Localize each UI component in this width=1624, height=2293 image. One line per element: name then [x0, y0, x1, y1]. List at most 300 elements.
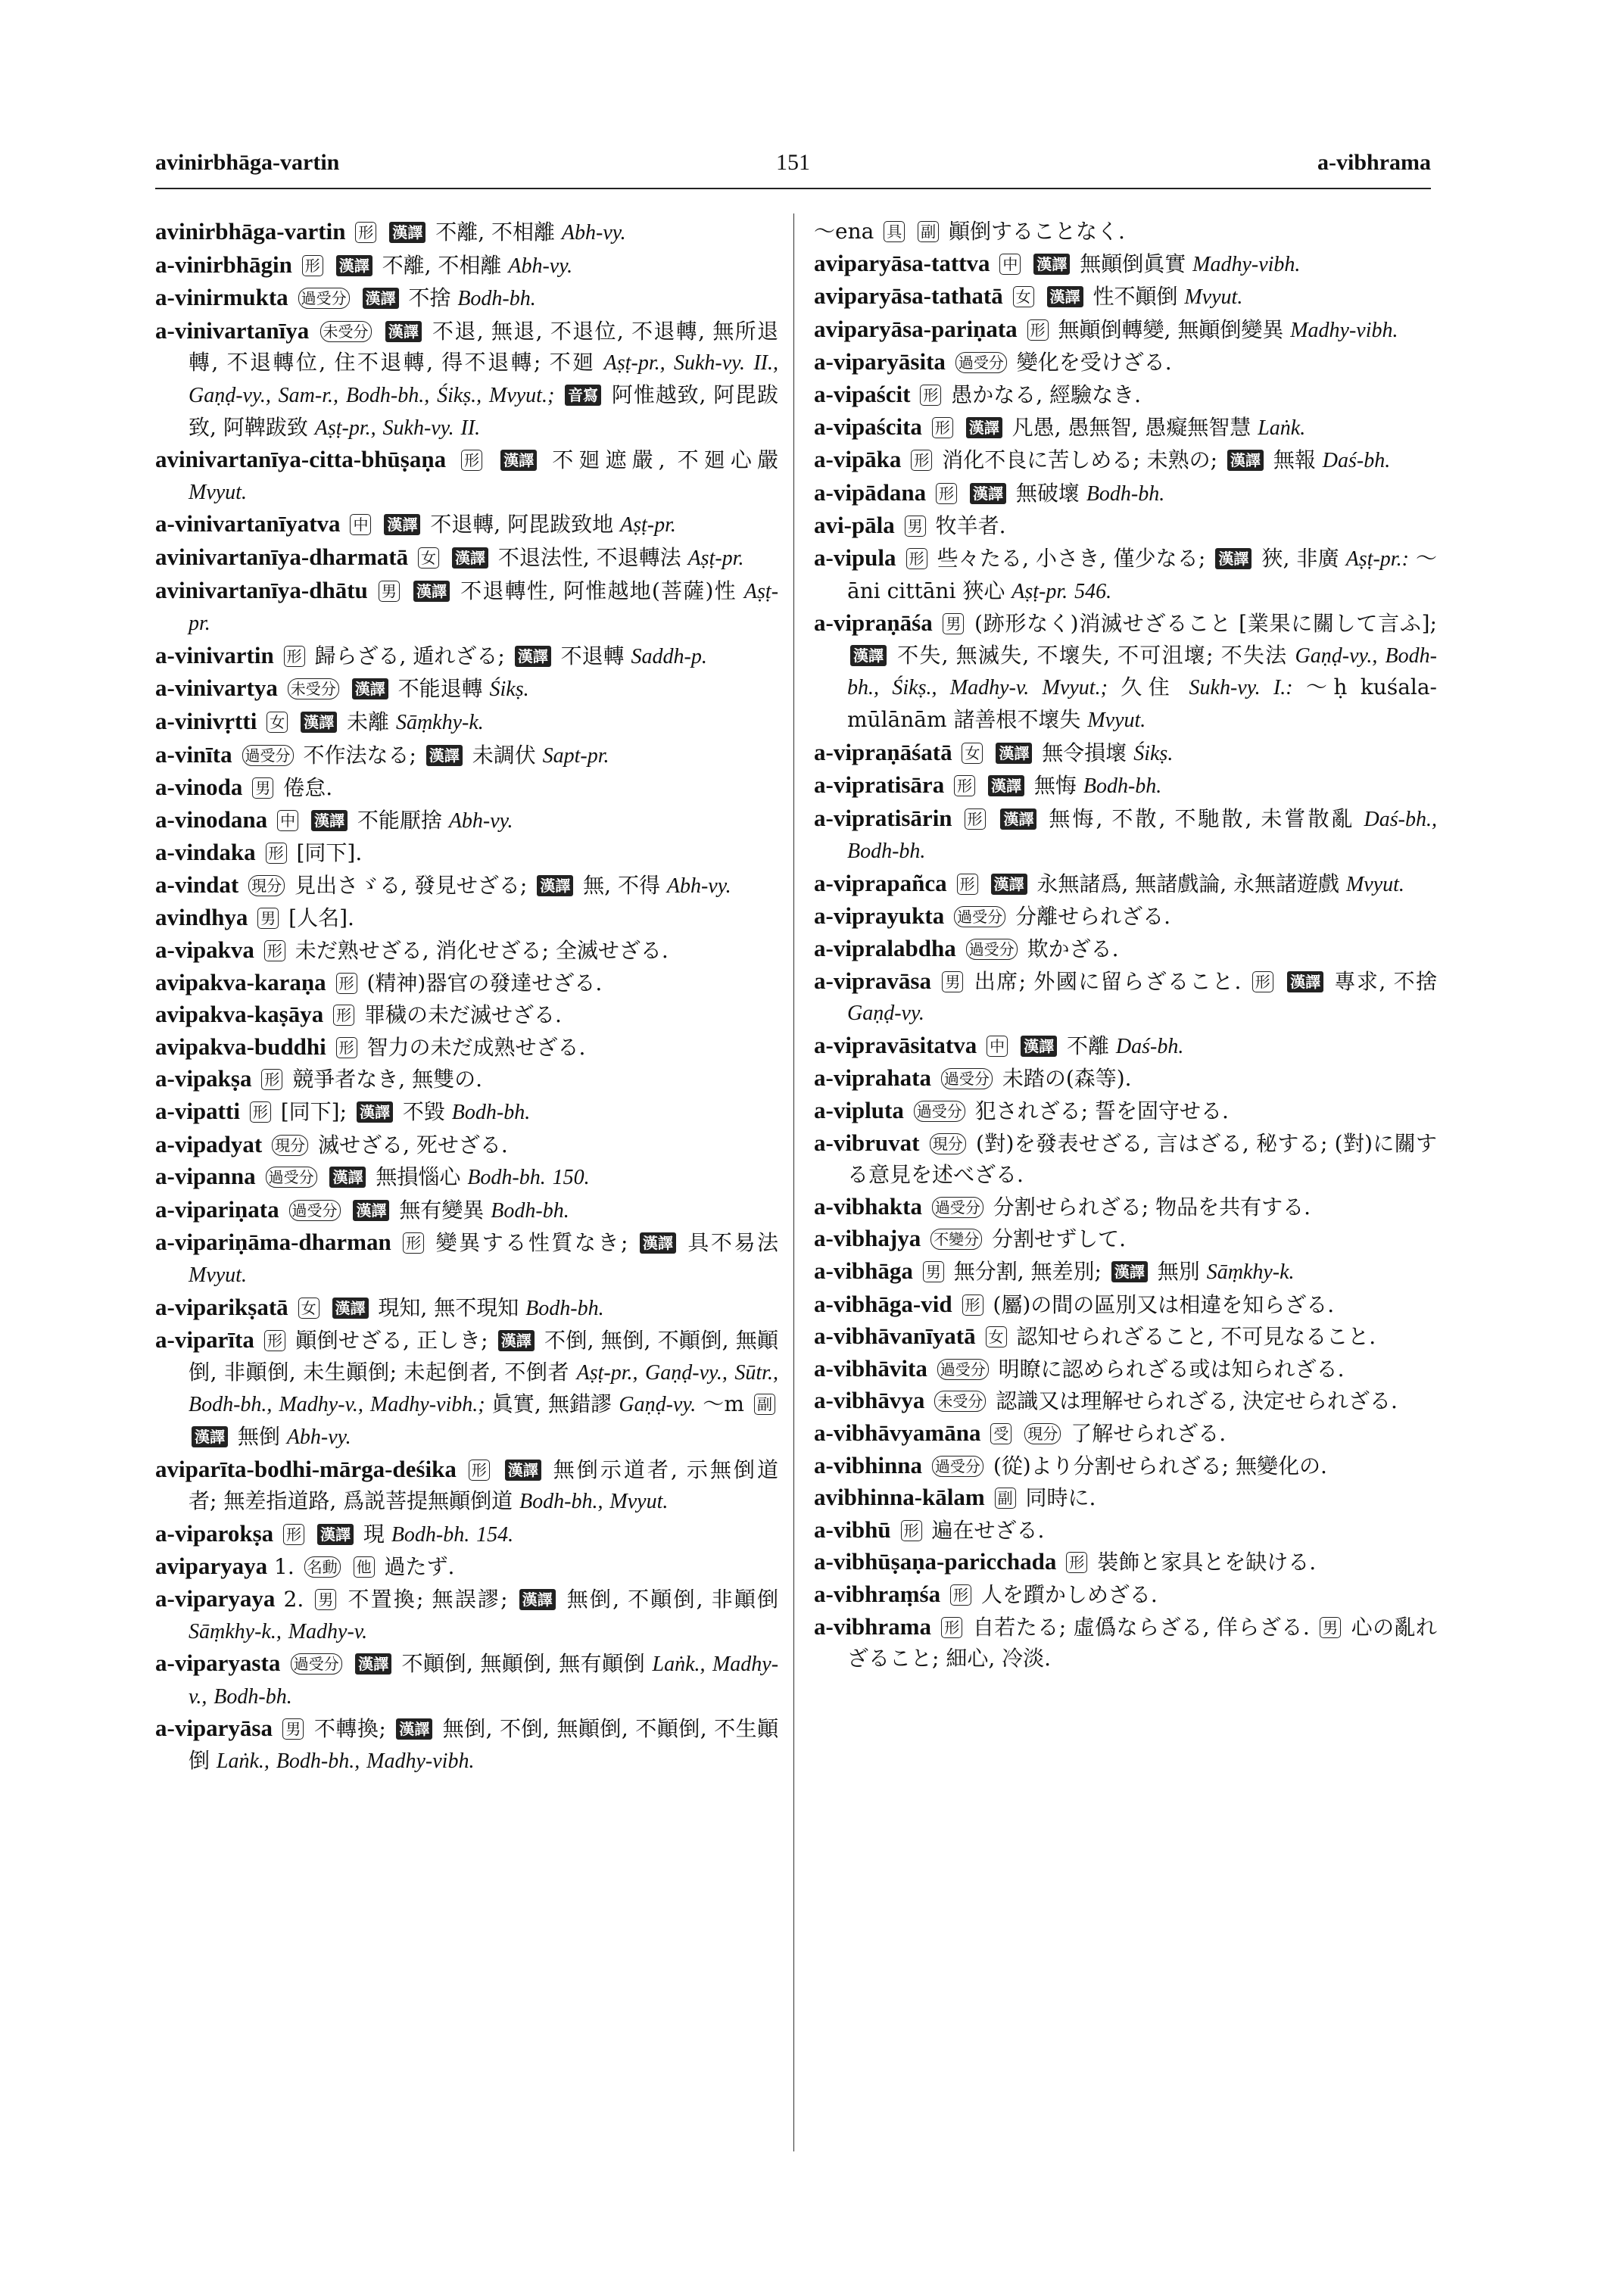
dictionary-entry — [155, 1647, 778, 1712]
grammar-label: 形 — [284, 646, 305, 667]
grammar-label: 形 — [957, 874, 978, 895]
entry-headword: a-vibhinna — [814, 1451, 923, 1478]
entry-definition: 現分 滅せざる, 死せざる. — [262, 1132, 508, 1157]
grammar-label: 形 — [911, 450, 932, 471]
grammar-label: 男 — [923, 1261, 944, 1282]
entry-definition: 形 未だ熟せざる, 消化せざる; 全滅せざる. — [254, 938, 669, 963]
entry-definition: 形 自若たる; 虛僞ならざる, 佯らざる. 男 心の亂れざること; 細心, 冷淡. — [847, 1614, 1438, 1671]
left-column — [155, 216, 778, 1777]
dictionary-entry — [155, 315, 778, 444]
grammar-label: 漢譯 — [1287, 971, 1323, 992]
entry-definition: 形 變異する性質なき; 漢譯 具不易法 Mvyut. — [189, 1230, 778, 1287]
grammar-label: 漢譯 — [355, 1653, 391, 1675]
grammar-label: 形 — [965, 808, 986, 830]
grammar-label: 男 — [905, 516, 926, 537]
dictionary-entry — [814, 1030, 1437, 1063]
dictionary-entry — [814, 1481, 1437, 1514]
grammar-label: 形 — [283, 1524, 304, 1545]
dictionary-entry — [155, 869, 778, 902]
dictionary-entry — [814, 509, 1437, 542]
grammar-label: 形 — [954, 775, 975, 796]
grammar-label: 過受分 — [266, 1167, 317, 1188]
entry-definition: 形 (精神)器官の發達せざる. — [326, 970, 603, 995]
grammar-label: 形 — [962, 1294, 983, 1316]
grammar-label: 女 — [1013, 286, 1034, 307]
entry-headword: a-viparokṣa — [155, 1519, 274, 1547]
grammar-label: 中 — [277, 810, 298, 831]
entry-definition: 形 罪穢の未だ滅せざる. — [323, 1002, 562, 1027]
entry-definition: 未受分 認識又は理解せられざる, 決定せられざる. — [924, 1388, 1398, 1413]
grammar-label: 漢譯 — [519, 1589, 556, 1610]
entry-definition: 2. 男 不置換; 無誤謬; 漢譯 無倒, 不顚倒, 非顚倒 Sāṃkhy-k., Madhy-v. — [189, 1586, 779, 1643]
grammar-label: 漢譯 — [500, 450, 537, 471]
entry-headword: a-vipakva — [155, 936, 254, 964]
grammar-label: 漢譯 — [317, 1524, 354, 1545]
grammar-label: 形 — [950, 1584, 971, 1606]
right-running-head: a-vibhrama — [1317, 150, 1431, 175]
grammar-label: 過受分 — [291, 1653, 342, 1675]
grammar-label: 中 — [350, 514, 371, 535]
entry-definition: 女 認知せられざること, 不可見なること. — [976, 1324, 1376, 1349]
grammar-label: 過受分 — [298, 288, 350, 309]
entry-headword: a-vibhāga — [814, 1257, 913, 1284]
entry-definition: 受 現分 了解せられざる. — [980, 1421, 1226, 1446]
dictionary-entry — [155, 1550, 778, 1583]
entry-headword: a-vipravāsitatva — [814, 1031, 977, 1058]
grammar-label: 漢譯 — [192, 1426, 228, 1447]
entry-headword: avindhya — [155, 904, 248, 931]
grammar-label: 過受分 — [941, 1068, 993, 1089]
dictionary-entry — [155, 1063, 778, 1095]
entry-headword: a-vibhāvyamāna — [814, 1419, 981, 1446]
entry-definition: 形 智力の未だ成熟せざる. — [326, 1035, 586, 1060]
entry-headword: a-viparīta — [155, 1326, 254, 1354]
dictionary-entry — [155, 934, 778, 967]
entry-definition: 形 漢譯 無悔, 不散, 不馳散, 未嘗散亂 Daś-bh., Bodh-bh. — [847, 805, 1437, 864]
entry-headword: avi-pāla — [814, 512, 895, 539]
entry-headword: a-vipakṣa — [155, 1065, 252, 1092]
entry-headword: a-vipanna — [155, 1163, 256, 1190]
entry-headword: a-viprahata — [814, 1064, 931, 1092]
grammar-label: 漢譯 — [1215, 548, 1252, 569]
dictionary-entry — [155, 1324, 778, 1453]
grammar-label: 形 — [1027, 319, 1049, 341]
entry-headword: a-vibhūṣaṇa-paricchada — [814, 1548, 1057, 1575]
entry-headword: a-vipaścita — [814, 413, 922, 440]
entry-definition: 形 裝飾と家具とを缺ける. — [1056, 1550, 1316, 1575]
entry-headword: a-viparikṣatā — [155, 1293, 288, 1320]
entry-definition: 過受分 漢譯 無有變異 Bodh-bh. — [279, 1198, 569, 1223]
dictionary-entry — [155, 1226, 778, 1291]
grammar-label: 副 — [754, 1394, 775, 1415]
grammar-label: 漢譯 — [1047, 286, 1083, 307]
dictionary-entry — [155, 508, 778, 541]
grammar-label: 男 — [252, 777, 273, 799]
grammar-label: 名動 — [304, 1556, 341, 1578]
entry-headword: avinivartanīya-dharmatā — [155, 543, 409, 570]
entry-headword: a-vinivṛtti — [155, 707, 257, 734]
entry-definition: 形 [同下]; 漢譯 不毀 Bodh-bh. — [240, 1099, 530, 1124]
grammar-label: 形 — [250, 1101, 271, 1123]
entry-headword: a-vinivartin — [155, 641, 274, 668]
grammar-label: 漢譯 — [385, 321, 422, 342]
entry-definition: 不變分 分割せずして. — [921, 1226, 1126, 1251]
grammar-label: 中 — [999, 254, 1021, 275]
entry-headword: aviparyaya — [155, 1553, 268, 1580]
entry-headword: a-vipadyat — [155, 1130, 263, 1157]
grammar-label: 中 — [987, 1036, 1008, 1057]
grammar-label: 漢譯 — [505, 1460, 541, 1481]
entry-headword: a-vindaka — [155, 839, 256, 866]
grammar-label: 形 — [403, 1232, 424, 1254]
grammar-label: 男 — [1320, 1617, 1341, 1638]
grammar-label: 形 — [302, 255, 323, 276]
dictionary-entry — [814, 280, 1437, 313]
entry-definition: 形 競爭者なき, 無雙の. — [251, 1067, 482, 1092]
entry-definition: 過受分 不作法なる; 漢譯 未調伏 Sapt-pr. — [232, 743, 609, 768]
grammar-label: 形 — [264, 940, 285, 961]
entry-headword: a-vinirmukta — [155, 284, 288, 311]
dictionary-entry — [814, 1514, 1437, 1547]
entry-headword: a-viprapañca — [814, 869, 947, 896]
entry-definition: 男 不轉換; 漢譯 無倒, 不倒, 無顚倒, 不顚倒, 不生顚倒 Laṅk., Bodh-bh., Madhy-vibh. — [189, 1716, 779, 1773]
entry-definition: 形 漢譯 不離, 不相離 Abh-vy. — [345, 220, 625, 245]
entry-headword: a-vibhāga-vid — [814, 1290, 952, 1317]
entry-headword: avipakva-kaṣāya — [155, 1001, 324, 1028]
dictionary-entry — [155, 706, 778, 739]
grammar-label: 形 — [901, 1520, 922, 1541]
entry-definition: 現分 見出さゞる, 發見せざる; 漢譯 無, 不得 Abh-vy. — [238, 873, 731, 898]
entry-definition: 男 出席; 外國に留らざること. 形 漢譯 專求, 不捨 Gaṇḍ-vy. — [847, 968, 1438, 1026]
grammar-label: 女 — [962, 743, 983, 764]
dictionary-entry — [814, 1320, 1437, 1353]
grammar-label: 漢譯 — [991, 874, 1027, 895]
grammar-label: 男 — [942, 971, 963, 992]
dictionary-entry — [155, 640, 778, 673]
dictionary-entry — [814, 933, 1437, 965]
dictionary-entry — [814, 477, 1437, 510]
grammar-label: 過受分 — [914, 1101, 965, 1122]
entry-definition: 中 漢譯 不能厭捨 Abh-vy. — [267, 808, 513, 833]
grammar-label: 副 — [918, 221, 939, 242]
grammar-label: 形 — [336, 973, 357, 994]
entry-definition: 過受分 (從)より分割せられざる; 無變化の. — [922, 1453, 1327, 1478]
entry-definition: 1. 名動 他 過たず. — [274, 1554, 455, 1580]
entry-headword: a-vipatti — [155, 1098, 240, 1125]
entry-definition: 男 [人名]. — [248, 905, 354, 930]
grammar-label: 漢譯 — [1227, 450, 1264, 471]
grammar-label: 漢譯 — [452, 547, 488, 569]
dictionary-entry — [155, 1291, 778, 1325]
entry-definition: 形 遍在せざる. — [891, 1518, 1045, 1543]
dictionary-entry — [814, 1062, 1437, 1095]
grammar-label: 形 — [941, 1617, 962, 1638]
entry-headword: avinivartanīya-citta-bhūṣaṇa — [155, 446, 447, 473]
entry-definition: 過受分 漢譯 不顚倒, 無顚倒, 無有顚倒 Laṅk., Madhy-v., Bodh-bh. — [189, 1651, 779, 1709]
entry-headword: a-vipratisārin — [814, 804, 952, 831]
entry-headword: avinivartanīya-dhātu — [155, 576, 368, 603]
grammar-label: 過受分 — [242, 745, 294, 766]
entry-definition: 過受分 未踏の(森等). — [931, 1066, 1132, 1091]
grammar-label: 形 — [932, 417, 953, 438]
grammar-label: 他 — [354, 1556, 375, 1578]
entry-definition: 形 漢譯 現 Bodh-bh. 154. — [273, 1522, 513, 1547]
grammar-label: 形 — [920, 385, 941, 406]
entry-headword: a-viparyasta — [155, 1650, 281, 1677]
dictionary-entry — [814, 542, 1437, 607]
entry-headword: a-vipula — [814, 544, 896, 571]
dictionary-entry — [814, 1611, 1437, 1675]
grammar-label: 漢譯 — [988, 775, 1024, 796]
entry-definition: 女 漢譯 未離 Sāṃkhy-k. — [257, 709, 483, 734]
entry-headword: aviparyāsa-pariṇata — [814, 315, 1018, 342]
dictionary-entry — [155, 282, 778, 315]
entry-headword: a-vipravāsa — [814, 967, 931, 994]
entry-headword: a-vipādana — [814, 478, 927, 506]
dictionary-entry — [155, 249, 778, 282]
entry-definition: 形 歸らざる, 遁れざる; 漢譯 不退轉 Saddh-p. — [274, 643, 707, 668]
grammar-label: 現分 — [1024, 1423, 1061, 1444]
dictionary-entry — [814, 313, 1437, 347]
grammar-label: 男 — [282, 1718, 304, 1740]
dictionary-entry — [155, 739, 778, 772]
grammar-label: 漢譯 — [357, 1101, 393, 1123]
dictionary-entry — [155, 1453, 778, 1518]
entry-headword: a-vibhrama — [814, 1612, 931, 1640]
entry-definition: 中 漢譯 不退轉, 阿毘跋致地 Aṣṭ-pr. — [341, 512, 676, 537]
entry-headword: avinirbhāga-vartin — [155, 218, 346, 245]
grammar-label: 漢譯 — [413, 581, 450, 602]
grammar-label: 男 — [257, 908, 279, 929]
entry-definition: 過受分 明瞭に認められざる或は知られざる. — [927, 1357, 1345, 1382]
grammar-label: 形 — [355, 222, 376, 243]
entry-definition: 形 漢譯 無破壞 Bodh-bh. — [926, 481, 1164, 506]
dictionary-entry — [814, 1450, 1437, 1482]
entry-headword: a-vinivartanīyatva — [155, 510, 341, 537]
dictionary-entry — [155, 967, 778, 999]
grammar-label: 漢譯 — [352, 678, 388, 699]
dictionary-entry — [814, 1385, 1437, 1417]
entry-definition: 形 漢譯 無倒示道者, 示無倒道者; 無差指道路, 爲説菩提無顚倒道 Bodh-bh., Mvyut. — [189, 1456, 778, 1514]
entry-definition: 副 同時に. — [985, 1485, 1096, 1510]
entry-definition: 現分 (對)を發表せざる, 言はざる, 秘する; (對)に關する意見を述べざる. — [847, 1130, 1438, 1188]
dictionary-entry — [814, 802, 1437, 868]
dictionary-entry — [814, 1255, 1437, 1288]
entry-definition: 過受分 漢譯 不捨 Bodh-bh. — [288, 285, 536, 310]
dictionary-entry — [155, 1161, 778, 1194]
grammar-label: 男 — [379, 581, 400, 602]
grammar-label: 漢譯 — [353, 1200, 389, 1221]
page-header — [155, 150, 1431, 180]
grammar-label: 具 — [884, 221, 905, 242]
entry-definition: 形 愚かなる, 經驗なき. — [910, 382, 1141, 407]
dictionary-entry — [814, 444, 1437, 477]
grammar-label: 漢譯 — [336, 255, 372, 276]
entry-definition: 男 漢譯 不退轉性, 阿惟越地(菩薩)性 Aṣṭ-pr. — [189, 578, 779, 636]
grammar-label: 男 — [315, 1589, 336, 1610]
entry-headword: a-vibhāvanīyatā — [814, 1323, 976, 1350]
dictionary-entry — [155, 575, 778, 640]
entry-definition: 形 顚倒せざる, 正しき; 漢譯 不倒, 無倒, 不顚倒, 無顚倒, 非顚倒, 未生顚倒; 未起倒者, 不倒者 Aṣṭ-pr., Gaṇḍ-vy., Sūtr., Bodh-bh., Madhy-v., Madhy-vibh.; 眞實, 無錯謬 Gaṇḍ-vy. ～m 副 漢譯 無倒 Abh-vy. — [189, 1328, 779, 1449]
entry-headword: a-viparyāsa — [155, 1715, 273, 1742]
entry-definition: 過受分 分割せられざる; 物品を共有する. — [922, 1195, 1311, 1220]
grammar-label: 漢譯 — [1021, 1036, 1057, 1057]
entry-definition: 形 漢譯 不離, 不相離 Abh-vy. — [292, 253, 572, 278]
dictionary-entry — [814, 769, 1437, 802]
grammar-label: 過受分 — [289, 1200, 341, 1221]
dictionary-entry — [814, 607, 1437, 736]
header-rule — [155, 188, 1431, 189]
grammar-label: 過受分 — [937, 1359, 989, 1380]
entry-headword: aviparyāsa-tathatā — [814, 282, 1003, 310]
entry-headword: a-vinīta — [155, 740, 232, 768]
dictionary-entry — [814, 737, 1437, 770]
dictionary-entry — [155, 771, 778, 804]
dictionary-entry — [155, 902, 778, 934]
grammar-label: 過受分 — [966, 939, 1018, 960]
entry-definition: 未受分 漢譯 不能退轉 Śikṣ. — [278, 676, 529, 701]
entry-definition: 男 倦怠. — [242, 775, 332, 800]
dictionary-entry — [155, 1031, 778, 1064]
entry-definition: 形 漢譯 凡愚, 愚無智, 愚癡無智慧 Laṅk. — [922, 415, 1305, 440]
entry-headword: avibhinna-kālam — [814, 1484, 985, 1511]
dictionary-entry — [814, 900, 1437, 933]
grammar-label: 漢譯 — [498, 1330, 535, 1351]
grammar-label: 形 — [261, 1069, 282, 1090]
entry-definition: 男 無分割, 無差別; 漢譯 無別 Sāṃkhy-k. — [913, 1259, 1295, 1284]
entry-headword: avipakva-karaṇa — [155, 968, 326, 995]
grammar-label: 漢譯 — [1033, 254, 1070, 275]
entry-headword: a-vibhāvita — [814, 1354, 927, 1382]
dictionary-entry — [155, 999, 778, 1031]
entry-headword: a-vipratisāra — [814, 771, 945, 799]
entry-headword: a-vinivartanīya — [155, 316, 310, 344]
grammar-label: 現分 — [930, 1133, 966, 1154]
entry-headword: aviparīta-bodhi-mārga-deśika — [155, 1455, 457, 1482]
grammar-label: 漢譯 — [311, 810, 348, 831]
grammar-label: 現分 — [272, 1135, 308, 1156]
entry-definition: 過受分 犯されざる; 誓を固守せる. — [904, 1098, 1229, 1123]
entry-definition: 中 漢譯 無顚倒眞實 Madhy-vibh. — [990, 251, 1300, 276]
entry-headword: a-vibhāvya — [814, 1387, 925, 1414]
grammar-label: 漢譯 — [426, 745, 463, 766]
grammar-label: 女 — [298, 1298, 320, 1319]
dictionary-entry — [155, 804, 778, 837]
entry-definition: 女 漢譯 無令損壞 Śikṣ. — [952, 740, 1174, 765]
grammar-label: 形 — [336, 1037, 357, 1058]
entry-definition: 未受分 漢譯 不退, 無退, 不退位, 不退轉, 無所退轉, 不退轉位, 住不退轉, 得不退轉; 不廻 Aṣṭ-pr., Sukh-vy. II., Gaṇḍ-vy., Sam-r., Bodh-bh., Śikṣ., Mvyut.; 音寫 阿惟越致, 阿毘跋致, 阿鞞跋致 Aṣṭ-pr., Sukh-vy. II. — [189, 318, 779, 440]
grammar-label: 形 — [264, 1330, 285, 1351]
entry-headword: a-vipluta — [814, 1097, 904, 1124]
grammar-label: 漢譯 — [384, 514, 420, 535]
grammar-label: 漢譯 — [1000, 808, 1036, 830]
entry-definition: 形 人を躓かしめざる. — [940, 1582, 1158, 1607]
entry-definition: 形 消化不良に苦しめる; 未熟の; 漢譯 無報 Daś-bh. — [901, 447, 1390, 472]
entry-definition: 形 無顚倒轉變, 無顚倒變異 Madhy-vibh. — [1018, 317, 1398, 342]
dictionary-entry — [814, 1127, 1437, 1191]
grammar-label: 漢譯 — [640, 1232, 676, 1254]
dictionary-entry — [155, 444, 778, 508]
grammar-label: 未受分 — [320, 321, 372, 342]
entry-definition: 男 (跡形なく)消滅せざること [業果に關して言ふ]; 漢譯 不失, 無滅失, 不壞失, 不可沮壞; 不失法 Gaṇḍ-vy., Bodh-bh., Śikṣ., Madhy-v. Mvyut.; 久住 Sukh-vy. I.: ～ḥ kuśala-mūlānām 諸善根不壞失 Mvyut. — [847, 611, 1437, 732]
entry-headword: a-vibhraṃśa — [814, 1580, 941, 1607]
dictionary-entry — [155, 1095, 778, 1129]
dictionary-entry — [814, 1095, 1437, 1127]
dictionary-entry — [814, 1191, 1437, 1223]
entry-headword: a-vinivartya — [155, 675, 278, 702]
entry-headword: a-vipraṇāśa — [814, 609, 933, 637]
entry-headword: a-viparyāsita — [814, 348, 946, 375]
grammar-label: 未受分 — [934, 1391, 986, 1412]
dictionary-entry — [814, 1578, 1437, 1611]
grammar-label: 形 — [1066, 1552, 1087, 1573]
entry-definition: 形 [同下]. — [256, 840, 363, 865]
grammar-label: 形 — [461, 450, 482, 471]
grammar-label: 漢譯 — [537, 875, 573, 896]
right-column — [814, 216, 1437, 1675]
grammar-label: 形 — [936, 483, 957, 504]
dictionary-entry — [155, 1194, 778, 1227]
dictionary-entry — [814, 411, 1437, 444]
dictionary-entry — [155, 1583, 778, 1647]
entry-headword: a-vindat — [155, 871, 239, 898]
entry-headword: a-vinoda — [155, 774, 243, 801]
entry-headword: a-vibhakta — [814, 1192, 922, 1220]
grammar-label: 現分 — [248, 875, 285, 896]
entry-headword: avipakva-buddhi — [155, 1033, 326, 1060]
dictionary-entry — [814, 248, 1437, 281]
grammar-label: 漢譯 — [850, 645, 887, 666]
grammar-label: 漢譯 — [363, 288, 399, 309]
entry-definition: 過受分 分離せられざる. — [944, 904, 1170, 929]
grammar-label: 過受分 — [932, 1197, 983, 1218]
entry-definition: 形 漢譯 永無諸爲, 無諸戲論, 永無諸遊戲 Mvyut. — [947, 871, 1404, 896]
dictionary-entry — [814, 1223, 1437, 1255]
dictionary-entry — [814, 379, 1437, 411]
entry-definition: 女 漢譯 現知, 無不現知 Bodh-bh. — [288, 1295, 604, 1320]
entry-definition: 形 漢譯 無悔 Bodh-bh. — [944, 773, 1161, 798]
dictionary-entry — [814, 1417, 1437, 1450]
grammar-label: 女 — [267, 712, 288, 733]
grammar-label: 未受分 — [288, 678, 339, 699]
grammar-label: 受 — [990, 1423, 1011, 1444]
grammar-label: 漢譯 — [996, 743, 1032, 764]
dictionary-entry — [814, 1546, 1437, 1578]
grammar-label: 漢譯 — [1111, 1261, 1148, 1282]
dictionary-entry — [814, 1353, 1437, 1385]
entry-definition: 過受分 漢譯 無損惱心 Bodh-bh. 150. — [256, 1164, 590, 1189]
grammar-label: 漢譯 — [970, 483, 1006, 504]
column-divider — [793, 213, 794, 2151]
grammar-label: 形 — [906, 548, 927, 569]
grammar-label: 女 — [418, 547, 439, 569]
dictionary-entry — [814, 346, 1437, 379]
entry-headword: a-viprayukta — [814, 902, 945, 930]
grammar-label: 音寫 — [565, 385, 601, 406]
entry-headword: a-vipralabdha — [814, 935, 956, 962]
entry-definition: 過受分 變化を受けざる. — [946, 350, 1172, 375]
dictionary-entry — [814, 216, 1437, 248]
dictionary-entry — [155, 541, 778, 575]
grammar-label: 不變分 — [930, 1229, 982, 1250]
grammar-label: 過受分 — [954, 906, 1005, 927]
dictionary-entry — [155, 1712, 778, 1777]
entry-headword: a-vinirbhāgin — [155, 251, 292, 278]
entry-definition: 女 漢譯 性不顚倒 Mvyut. — [1003, 284, 1243, 309]
grammar-label: 形 — [333, 1005, 354, 1026]
grammar-label: 女 — [986, 1326, 1007, 1347]
dictionary-entry — [155, 1129, 778, 1161]
